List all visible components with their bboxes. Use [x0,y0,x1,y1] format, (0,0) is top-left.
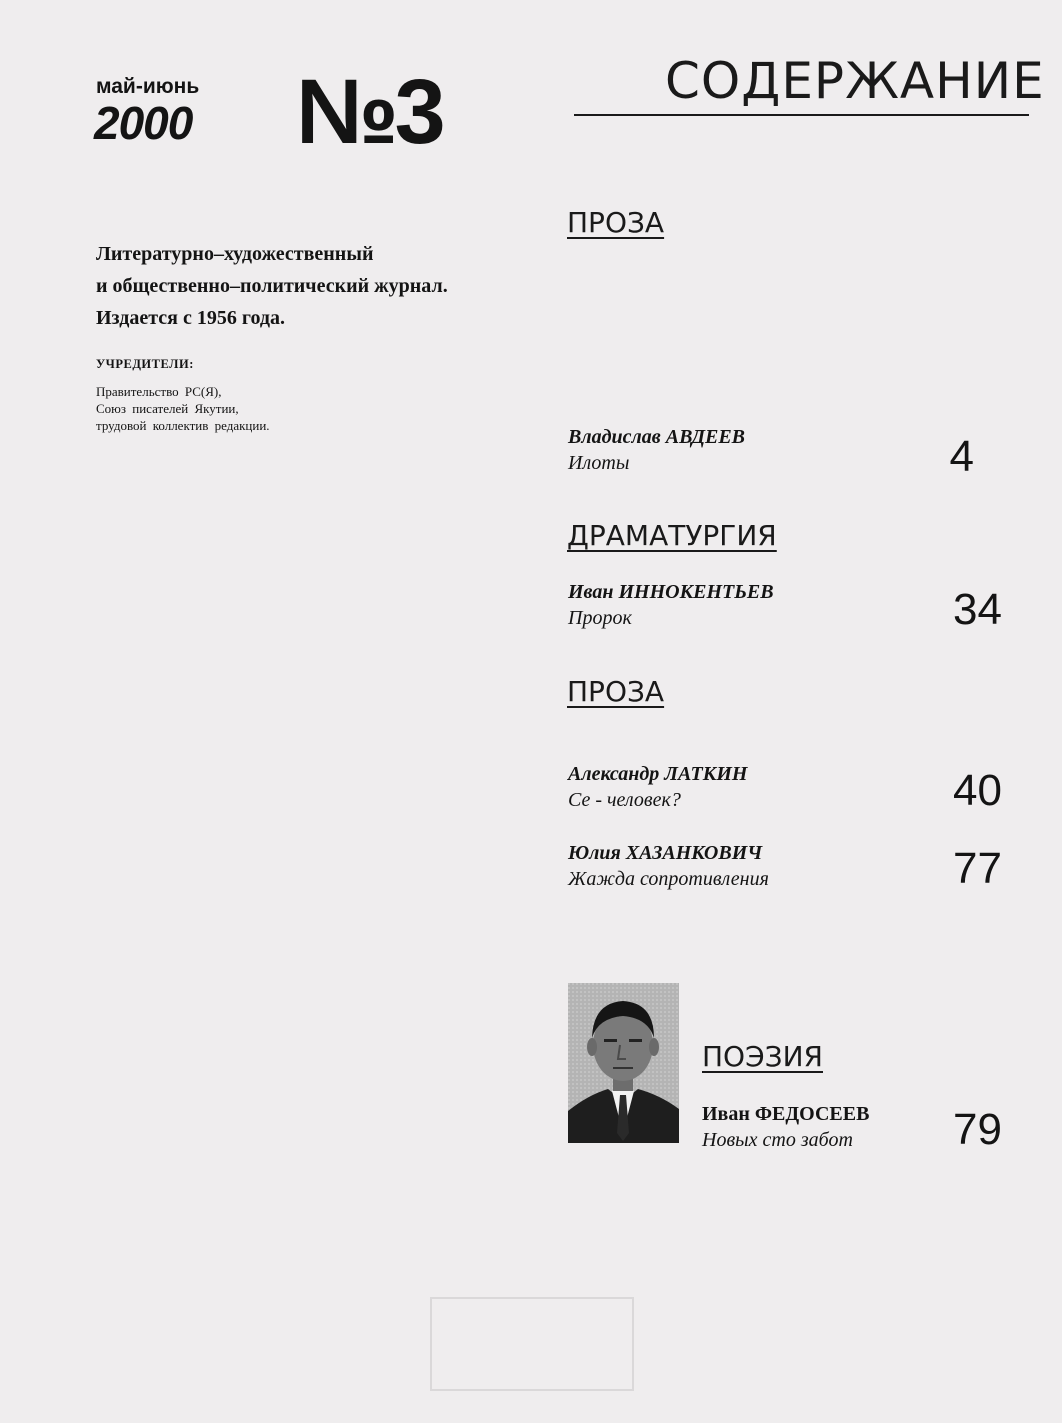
entry-title: Новых сто забот [702,1129,853,1151]
issue-date: май-июнь [96,75,200,98]
title-rule [574,114,1029,116]
journal-description [96,238,566,334]
entry-page-number: 40 [953,766,1002,815]
entry-title: Илоты [568,452,630,474]
founder-item: трудовой коллектив редакции. [96,418,270,433]
entry-author: Иван ФЕДОСЕЕВ [702,1103,870,1125]
entry-page-number: 79 [953,1105,1002,1154]
entry-page-number: 77 [953,844,1002,893]
description-line: Литературно–художественный [96,243,374,265]
entry-page-number: 34 [953,585,1002,634]
library-stamp [430,1297,634,1391]
section-heading-prose: ПРОЗА [567,675,665,708]
section-heading-drama: ДРАМАТУРГИЯ [567,519,777,552]
section-heading-poetry: ПОЭЗИЯ [702,1040,823,1073]
founders-list [96,383,270,434]
entry-page-number: 4 [949,432,974,481]
entry-title: Пророк [568,607,632,629]
description-line: Издается с 1956 года. [96,307,285,329]
entry-author: Александр ЛАТКИН [568,763,748,785]
author-portrait-photo [568,983,679,1143]
entry-author: Владислав АВДЕЕВ [568,426,746,448]
founders-label: УЧРЕДИТЕЛИ: [96,357,194,371]
founder-item: Союз писателей Якутии, [96,401,239,416]
founder-item: Правительство РС(Я), [96,384,222,399]
entry-author: Иван ИННОКЕНТЬЕВ [568,581,774,603]
description-line: и общественно–политический журнал. [96,275,448,297]
contents-title: СОДЕРЖАНИЕ [665,52,1045,110]
entry-author: Юлия ХАЗАНКОВИЧ [568,842,763,864]
section-heading-prose: ПРОЗА [567,206,665,239]
issue-year: 2000 [94,97,193,149]
issue-number: №3 [296,61,442,163]
entry-title: Жажда сопротивления [568,868,769,890]
entry-title: Се - человек? [568,789,681,811]
